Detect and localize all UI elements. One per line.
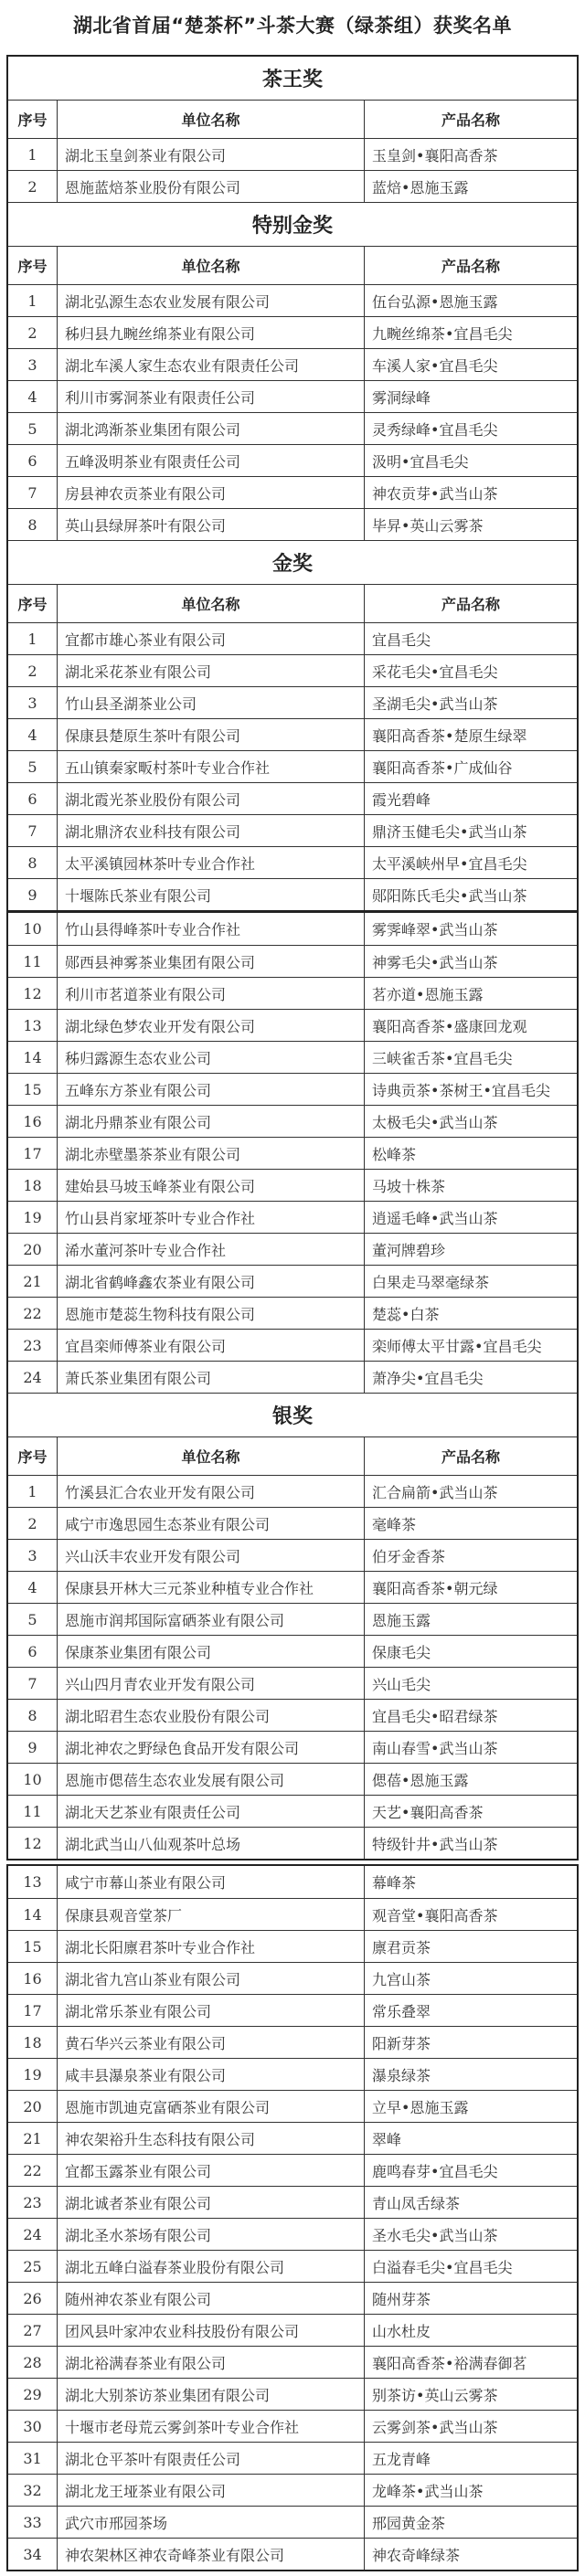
column-header-row bbox=[8, 1436, 577, 1475]
table-row bbox=[8, 2442, 577, 2474]
table-row bbox=[8, 1866, 577, 1898]
cell-product: 毫峰茶 bbox=[372, 1515, 417, 1533]
cell-unit: 宜昌栾师傅茶业有限公司 bbox=[58, 1330, 365, 1361]
cell-product: 邢园黄金茶 bbox=[372, 2514, 446, 2532]
cell-product: 宜昌毛尖•昭君绿茶 bbox=[372, 1707, 498, 1725]
column-header-unit: 单位名称 bbox=[58, 101, 365, 138]
table-row bbox=[8, 1827, 577, 1859]
cell-product: 保康毛尖 bbox=[372, 1643, 431, 1661]
cell-seq: 13 bbox=[8, 1010, 58, 1041]
cell-product: 兴山毛尖 bbox=[372, 1675, 431, 1693]
cell-seq: 15 bbox=[8, 1074, 58, 1105]
cell-seq: 17 bbox=[8, 1138, 58, 1169]
cell-unit: 湖北裕满春茶业有限公司 bbox=[58, 2347, 365, 2378]
table-row bbox=[8, 846, 577, 878]
table-row bbox=[8, 1169, 577, 1201]
cell-product: 雾霁峰翠•武当山茶 bbox=[372, 921, 498, 938]
document-title: 湖北省首届“楚茶杯”斗茶大赛（绿茶组）获奖名单 bbox=[72, 15, 513, 37]
cell-product: 山水杜皮 bbox=[372, 2322, 431, 2340]
cell-product: 楚蕊•白茶 bbox=[372, 1305, 440, 1323]
cell-seq: 31 bbox=[8, 2443, 58, 2474]
cell-unit: 湖北神农之野绿色食品开发有限公司 bbox=[58, 1732, 365, 1763]
award-table bbox=[6, 1864, 579, 2571]
cell-product: 蓝焙•恩施玉露 bbox=[372, 178, 469, 196]
cell-seq: 12 bbox=[8, 978, 58, 1009]
cell-product: 云雾剑茶•武当山茶 bbox=[372, 2418, 498, 2436]
cell-product: 汇合扁箭•武当山茶 bbox=[372, 1483, 498, 1501]
cell-unit: 秭归露源生态农业公司 bbox=[58, 1042, 365, 1073]
cell-product: 神农奇峰绿茶 bbox=[372, 2546, 461, 2564]
cell-seq: 34 bbox=[8, 2539, 58, 2570]
cell-unit: 利川市茗道茶业有限公司 bbox=[58, 978, 365, 1009]
cell-seq: 7 bbox=[8, 1668, 58, 1699]
cell-seq: 24 bbox=[8, 2219, 58, 2250]
table-row bbox=[8, 2218, 577, 2250]
table-row bbox=[8, 1994, 577, 2026]
cell-seq: 6 bbox=[8, 445, 58, 476]
cell-unit: 湖北五峰白溢春茶业股份有限公司 bbox=[58, 2251, 365, 2282]
table-row bbox=[8, 718, 577, 750]
cell-product: 鼎济玉健毛尖•武当山茶 bbox=[372, 822, 527, 841]
cell-seq: 8 bbox=[8, 509, 58, 540]
table-row bbox=[8, 1041, 577, 1073]
cell-seq: 11 bbox=[8, 1796, 58, 1827]
table-row bbox=[8, 2346, 577, 2378]
table-row bbox=[8, 686, 577, 718]
cell-product: 襄阳高香茶•裕满春御茗 bbox=[372, 2354, 527, 2372]
cell-unit: 湖北省鹤峰鑫农茶业有限公司 bbox=[58, 1266, 365, 1297]
table-row bbox=[8, 1073, 577, 1105]
cell-seq: 24 bbox=[8, 1362, 58, 1393]
cell-unit: 恩施市凯迪克富硒茶业有限公司 bbox=[58, 2091, 365, 2122]
cell-product: 白果走马翠毫绿茶 bbox=[372, 1273, 490, 1291]
cell-unit: 湖北昭君生态农业股份有限公司 bbox=[58, 1700, 365, 1731]
cell-unit: 神农架裕升生态科技有限公司 bbox=[58, 2123, 365, 2154]
cell-seq: 32 bbox=[8, 2475, 58, 2506]
cell-seq: 7 bbox=[8, 815, 58, 846]
cell-seq: 22 bbox=[8, 1298, 58, 1329]
cell-product: 襄阳高香茶•广成仙谷 bbox=[372, 758, 513, 777]
cell-seq: 6 bbox=[8, 1636, 58, 1667]
cell-unit: 竹山县圣湖茶业公司 bbox=[58, 687, 365, 718]
cell-seq: 5 bbox=[8, 413, 58, 444]
column-header-seq: 序号 bbox=[8, 585, 58, 622]
table-row bbox=[8, 138, 577, 170]
cell-seq: 17 bbox=[8, 1995, 58, 2026]
cell-unit: 咸宁市逸思园生态茶业有限公司 bbox=[58, 1508, 365, 1539]
cell-product: 九宫山茶 bbox=[372, 1970, 431, 1988]
award-table bbox=[6, 55, 579, 912]
cell-seq: 29 bbox=[8, 2379, 58, 2410]
cell-seq: 4 bbox=[8, 1572, 58, 1603]
cell-product: 襄阳高香茶•楚原生绿翠 bbox=[372, 726, 527, 745]
cell-unit: 英山县绿屏茶叶有限公司 bbox=[58, 509, 365, 540]
cell-unit: 萧氏茶业集团有限公司 bbox=[58, 1362, 365, 1393]
table-row bbox=[8, 2122, 577, 2154]
cell-product: 三峡雀舌茶•宜昌毛尖 bbox=[372, 1049, 513, 1067]
cell-product: 随州芽茶 bbox=[372, 2290, 431, 2308]
table-row bbox=[8, 412, 577, 444]
cell-unit: 黄石华兴云茶业有限公司 bbox=[58, 2027, 365, 2058]
column-header-product: 产品名称 bbox=[441, 1448, 500, 1466]
table-row bbox=[8, 1297, 577, 1329]
cell-seq: 19 bbox=[8, 1202, 58, 1233]
table-row bbox=[8, 1930, 577, 1962]
cell-product: 青山凤舌绿茶 bbox=[372, 2194, 461, 2212]
table-row bbox=[8, 2186, 577, 2218]
cell-seq: 2 bbox=[8, 1508, 58, 1539]
cell-unit: 浠水董河茶叶专业合作社 bbox=[58, 1234, 365, 1265]
table-row bbox=[8, 2538, 577, 2570]
cell-unit: 湖北圣水茶场有限公司 bbox=[58, 2219, 365, 2250]
cell-unit: 十堰市老母荒云雾剑茶叶专业合作社 bbox=[58, 2411, 365, 2442]
cell-seq: 1 bbox=[8, 285, 58, 316]
cell-unit: 竹山县肖家垭茶叶专业合作社 bbox=[58, 1202, 365, 1233]
cell-product: 幕峰茶 bbox=[372, 1874, 417, 1892]
cell-seq: 22 bbox=[8, 2155, 58, 2186]
cell-unit: 保康茶业集团有限公司 bbox=[58, 1636, 365, 1667]
cell-seq: 4 bbox=[8, 719, 58, 750]
cell-product: 龙峰茶•武当山茶 bbox=[372, 2482, 484, 2500]
table-row bbox=[8, 1201, 577, 1233]
table-row bbox=[8, 1507, 577, 1539]
table-row bbox=[8, 1699, 577, 1731]
cell-seq: 1 bbox=[8, 623, 58, 654]
column-header-product: 产品名称 bbox=[441, 111, 500, 129]
column-header-product: 产品名称 bbox=[441, 596, 500, 613]
table-row bbox=[8, 814, 577, 846]
cell-seq: 8 bbox=[8, 1700, 58, 1731]
cell-seq: 19 bbox=[8, 2059, 58, 2090]
table-row bbox=[8, 1898, 577, 1930]
award-section-heading: 特别金奖 bbox=[8, 202, 577, 246]
table-row bbox=[8, 2506, 577, 2538]
cell-product: 廪君贡茶 bbox=[372, 1938, 431, 1956]
cell-seq: 14 bbox=[8, 1042, 58, 1073]
cell-product: 采花毛尖•宜昌毛尖 bbox=[372, 663, 498, 681]
cell-unit: 五峰汲明茶业有限责任公司 bbox=[58, 445, 365, 476]
cell-seq: 27 bbox=[8, 2315, 58, 2346]
cell-product: 立早•恩施玉露 bbox=[372, 2098, 469, 2116]
cell-unit: 竹溪县汇合农业开发有限公司 bbox=[58, 1476, 365, 1507]
cell-unit: 湖北弘源生态农业发展有限公司 bbox=[58, 285, 365, 316]
cell-seq: 16 bbox=[8, 1963, 58, 1994]
table-row bbox=[8, 878, 577, 910]
table-row bbox=[8, 2314, 577, 2346]
cell-seq: 25 bbox=[8, 2251, 58, 2282]
cell-seq: 8 bbox=[8, 847, 58, 878]
cell-seq: 1 bbox=[8, 1476, 58, 1507]
cell-product: 太极毛尖•武当山茶 bbox=[372, 1113, 498, 1131]
column-header-unit: 单位名称 bbox=[58, 247, 365, 284]
cell-unit: 湖北玉皇剑茶业有限公司 bbox=[58, 139, 365, 170]
cell-seq: 2 bbox=[8, 171, 58, 202]
table-row bbox=[8, 316, 577, 348]
cell-product: 逍遥毛峰•武当山茶 bbox=[372, 1209, 498, 1227]
cell-product: 襄阳高香茶•盛康回龙观 bbox=[372, 1017, 527, 1035]
table-row bbox=[8, 782, 577, 814]
cell-seq: 2 bbox=[8, 655, 58, 686]
cell-unit: 湖北诚者茶业有限公司 bbox=[58, 2187, 365, 2218]
cell-seq: 16 bbox=[8, 1106, 58, 1137]
table-row bbox=[8, 1731, 577, 1763]
cell-unit: 湖北绿色梦农业开发有限公司 bbox=[58, 1010, 365, 1041]
table-row bbox=[8, 1667, 577, 1699]
cell-seq: 23 bbox=[8, 1330, 58, 1361]
cell-product: 圣湖毛尖•武当山茶 bbox=[372, 694, 498, 713]
cell-seq: 18 bbox=[8, 2027, 58, 2058]
table-row bbox=[8, 508, 577, 540]
cell-product: 松峰茶 bbox=[372, 1145, 417, 1163]
table-row bbox=[8, 2410, 577, 2442]
cell-unit: 宜都玉露茶业有限公司 bbox=[58, 2155, 365, 2186]
cell-unit: 保康县开林大三元茶业种植专业合作社 bbox=[58, 1572, 365, 1603]
cell-unit: 五峰东方茶业有限公司 bbox=[58, 1074, 365, 1105]
column-header-unit: 单位名称 bbox=[58, 1437, 365, 1475]
cell-seq: 3 bbox=[8, 687, 58, 718]
cell-product: 恩施玉露 bbox=[372, 1611, 431, 1629]
cell-product: 神农贡芽•武当山茶 bbox=[372, 484, 498, 503]
cell-product: 郧阳陈氏毛尖•武当山茶 bbox=[372, 886, 527, 905]
cell-seq: 2 bbox=[8, 317, 58, 348]
column-header-seq: 序号 bbox=[8, 101, 58, 138]
cell-unit: 秭归县九畹丝绵茶业有限公司 bbox=[58, 317, 365, 348]
cell-product: 马坡十株茶 bbox=[372, 1177, 446, 1195]
cell-product: 南山春雪•武当山茶 bbox=[372, 1739, 498, 1757]
award-section-heading: 银奖 bbox=[8, 1393, 577, 1436]
cell-seq: 10 bbox=[8, 913, 58, 945]
table-row bbox=[8, 750, 577, 782]
cell-unit: 湖北龙王垭茶业有限公司 bbox=[58, 2475, 365, 2506]
cell-seq: 23 bbox=[8, 2187, 58, 2218]
cell-unit: 湖北赤壁墨茶茶业有限公司 bbox=[58, 1138, 365, 1169]
table-row bbox=[8, 654, 577, 686]
cell-seq: 11 bbox=[8, 946, 58, 977]
cell-product: 霞光碧峰 bbox=[372, 790, 431, 809]
cell-product: 阳新芽茶 bbox=[372, 2034, 431, 2052]
cell-product: 瀑泉绿茶 bbox=[372, 2066, 431, 2084]
table-row bbox=[8, 2378, 577, 2410]
cell-product: 圣水毛尖•武当山茶 bbox=[372, 2226, 498, 2244]
column-header-row bbox=[8, 584, 577, 622]
cell-unit: 房县神农贡茶业有限公司 bbox=[58, 477, 365, 508]
table-row bbox=[8, 1361, 577, 1393]
cell-product: 别茶访•英山云雾茶 bbox=[372, 2386, 498, 2404]
cell-seq: 15 bbox=[8, 1931, 58, 1962]
cell-seq: 18 bbox=[8, 1170, 58, 1201]
cell-product: 雾洞绿峰 bbox=[372, 388, 431, 407]
cell-product: 神雾毛尖•武当山茶 bbox=[372, 953, 498, 971]
table-row bbox=[8, 1329, 577, 1361]
cell-unit: 保康县观音堂茶厂 bbox=[58, 1899, 365, 1930]
cell-product: 常乐叠翠 bbox=[372, 2002, 431, 2020]
table-row bbox=[8, 622, 577, 654]
cell-product: 伯牙金香茶 bbox=[372, 1547, 446, 1565]
cell-unit: 湖北车溪人家生态农业有限责任公司 bbox=[58, 349, 365, 380]
cell-seq: 21 bbox=[8, 2123, 58, 2154]
cell-unit: 郧西县神雾茶业集团有限公司 bbox=[58, 946, 365, 977]
table-row bbox=[8, 1603, 577, 1635]
table-row bbox=[8, 2154, 577, 2186]
cell-product: 萧净尖•宜昌毛尖 bbox=[372, 1369, 484, 1387]
cell-product: 观音堂•襄阳高香茶 bbox=[372, 1906, 498, 1924]
cell-unit: 兴山四月青农业开发有限公司 bbox=[58, 1668, 365, 1699]
cell-seq: 7 bbox=[8, 477, 58, 508]
table-row bbox=[8, 2026, 577, 2058]
cell-unit: 建始县马坡玉峰茶业有限公司 bbox=[58, 1170, 365, 1201]
cell-product: 九畹丝绵茶•宜昌毛尖 bbox=[372, 324, 513, 343]
table-row bbox=[8, 913, 577, 945]
cell-seq: 26 bbox=[8, 2283, 58, 2314]
table-row bbox=[8, 2090, 577, 2122]
cell-unit: 利川市雾洞茶业有限责任公司 bbox=[58, 381, 365, 412]
cell-seq: 28 bbox=[8, 2347, 58, 2378]
cell-seq: 14 bbox=[8, 1899, 58, 1930]
cell-seq: 13 bbox=[8, 1866, 58, 1898]
cell-seq: 9 bbox=[8, 1732, 58, 1763]
cell-product: 翠峰 bbox=[372, 2130, 402, 2148]
cell-product: 玉皇剑•襄阳高香茶 bbox=[372, 146, 498, 164]
cell-seq: 21 bbox=[8, 1266, 58, 1297]
column-header-seq: 序号 bbox=[8, 247, 58, 284]
table-row bbox=[8, 945, 577, 977]
cell-seq: 10 bbox=[8, 1764, 58, 1795]
table-row bbox=[8, 1539, 577, 1571]
cell-seq: 30 bbox=[8, 2411, 58, 2442]
table-row bbox=[8, 170, 577, 202]
table-row bbox=[8, 1265, 577, 1297]
cell-unit: 湖北武当山八仙观茶叶总场 bbox=[58, 1828, 365, 1859]
cell-product: 特级针井•武当山茶 bbox=[372, 1835, 498, 1853]
cell-unit: 随州神农茶业有限公司 bbox=[58, 2283, 365, 2314]
cell-seq: 1 bbox=[8, 139, 58, 170]
cell-seq: 3 bbox=[8, 1540, 58, 1571]
cell-seq: 3 bbox=[8, 349, 58, 380]
table-row bbox=[8, 1795, 577, 1827]
cell-seq: 6 bbox=[8, 783, 58, 814]
cell-unit: 恩施蓝焙茶业股份有限公司 bbox=[58, 171, 365, 202]
table-row bbox=[8, 476, 577, 508]
cell-product: 五龙青峰 bbox=[372, 2450, 431, 2468]
cell-seq: 20 bbox=[8, 2091, 58, 2122]
cell-product: 董河牌碧珍 bbox=[372, 1241, 446, 1259]
table-row bbox=[8, 1137, 577, 1169]
cell-unit: 恩施市润邦国际富硒茶业有限公司 bbox=[58, 1604, 365, 1635]
cell-product: 太平溪峡州早•宜昌毛尖 bbox=[372, 854, 527, 873]
cell-unit: 恩施市偲蓓生态农业发展有限公司 bbox=[58, 1764, 365, 1795]
cell-unit: 五山镇秦家畈村茶叶专业合作社 bbox=[58, 751, 365, 782]
cell-unit: 湖北天艺茶业有限责任公司 bbox=[58, 1796, 365, 1827]
cell-product: 毕昇•英山云雾茶 bbox=[372, 516, 484, 535]
cell-unit: 湖北省九宫山茶业有限公司 bbox=[58, 1963, 365, 1994]
table-row bbox=[8, 1962, 577, 1994]
table-row bbox=[8, 1763, 577, 1795]
column-header-seq: 序号 bbox=[8, 1437, 58, 1475]
table-row bbox=[8, 348, 577, 380]
cell-unit: 宜都市雄心茶业有限公司 bbox=[58, 623, 365, 654]
cell-seq: 4 bbox=[8, 381, 58, 412]
cell-unit: 湖北鸿渐茶业集团有限公司 bbox=[58, 413, 365, 444]
column-header-row bbox=[8, 246, 577, 284]
cell-product: 鹿鸣春芽•宜昌毛尖 bbox=[372, 2162, 498, 2180]
award-section-heading: 茶王奖 bbox=[261, 69, 323, 91]
cell-unit: 湖北丹鼎茶业有限公司 bbox=[58, 1106, 365, 1137]
cell-seq: 33 bbox=[8, 2507, 58, 2538]
table-row bbox=[8, 1105, 577, 1137]
table-row bbox=[8, 1233, 577, 1265]
cell-unit: 神农架林区神农奇峰茶业有限公司 bbox=[58, 2539, 365, 2570]
cell-product: 汲明•宜昌毛尖 bbox=[372, 452, 469, 471]
cell-unit: 咸宁市幕山茶业有限公司 bbox=[58, 1866, 365, 1898]
cell-unit: 太平溪镇园林茶叶专业合作社 bbox=[58, 847, 365, 878]
cell-unit: 湖北常乐茶业有限公司 bbox=[58, 1995, 365, 2026]
table-row bbox=[8, 380, 577, 412]
cell-unit: 湖北长阳廪君茶叶专业合作社 bbox=[58, 1931, 365, 1962]
cell-unit: 保康县楚原生茶叶有限公司 bbox=[58, 719, 365, 750]
cell-product: 襄阳高香茶•朝元绿 bbox=[372, 1579, 498, 1597]
cell-unit: 恩施市楚蕊生物科技有限公司 bbox=[58, 1298, 365, 1329]
cell-product: 诗典贡茶•茶树王•宜昌毛尖 bbox=[372, 1081, 550, 1099]
cell-unit: 武穴市邢园茶场 bbox=[58, 2507, 365, 2538]
cell-product: 白溢春毛尖•宜昌毛尖 bbox=[372, 2258, 513, 2276]
column-header-product: 产品名称 bbox=[441, 258, 500, 275]
table-row bbox=[8, 1009, 577, 1041]
award-section-heading: 金奖 bbox=[8, 540, 577, 584]
cell-unit: 湖北仓平茶叶有限责任公司 bbox=[58, 2443, 365, 2474]
cell-product: 偲蓓•恩施玉露 bbox=[372, 1771, 469, 1789]
cell-unit: 湖北鼎济农业科技有限公司 bbox=[58, 815, 365, 846]
cell-product: 车溪人家•宜昌毛尖 bbox=[372, 356, 498, 375]
cell-product: 伍台弘源•恩施玉露 bbox=[372, 292, 498, 311]
cell-seq: 5 bbox=[8, 1604, 58, 1635]
cell-seq: 20 bbox=[8, 1234, 58, 1265]
cell-unit: 湖北大别茶访茶业集团有限公司 bbox=[58, 2379, 365, 2410]
table-row bbox=[8, 977, 577, 1009]
cell-unit: 十堰陈氏茶业有限公司 bbox=[58, 879, 365, 910]
table-row bbox=[8, 2282, 577, 2314]
cell-unit: 兴山沃丰农业开发有限公司 bbox=[58, 1540, 365, 1571]
award-table bbox=[6, 911, 579, 1860]
column-header-unit: 单位名称 bbox=[58, 585, 365, 622]
table-row bbox=[8, 1475, 577, 1507]
cell-unit: 竹山县得峰茶叶专业合作社 bbox=[58, 913, 365, 945]
cell-seq: 12 bbox=[8, 1828, 58, 1859]
cell-product: 灵秀绿峰•宜昌毛尖 bbox=[372, 420, 498, 439]
table-row bbox=[8, 1571, 577, 1603]
table-row bbox=[8, 2058, 577, 2090]
cell-product: 宜昌毛尖 bbox=[372, 631, 431, 649]
cell-product: 天艺•襄阳高香茶 bbox=[372, 1803, 484, 1821]
cell-seq: 5 bbox=[8, 751, 58, 782]
cell-product: 茗亦道•恩施玉露 bbox=[372, 985, 484, 1003]
cell-unit: 团风县叶家冲农业科技股份有限公司 bbox=[58, 2315, 365, 2346]
cell-product: 栾师傅太平甘露•宜昌毛尖 bbox=[372, 1337, 542, 1355]
table-row bbox=[8, 284, 577, 316]
cell-unit: 湖北霞光茶业股份有限公司 bbox=[58, 783, 365, 814]
table-row bbox=[8, 2474, 577, 2506]
table-row bbox=[8, 1635, 577, 1667]
cell-unit: 咸丰县瀑泉茶业有限公司 bbox=[58, 2059, 365, 2090]
cell-unit: 湖北采花茶业有限公司 bbox=[58, 655, 365, 686]
table-row bbox=[8, 444, 577, 476]
cell-seq: 9 bbox=[8, 879, 58, 910]
table-row bbox=[8, 2250, 577, 2282]
column-header-row bbox=[8, 100, 577, 138]
